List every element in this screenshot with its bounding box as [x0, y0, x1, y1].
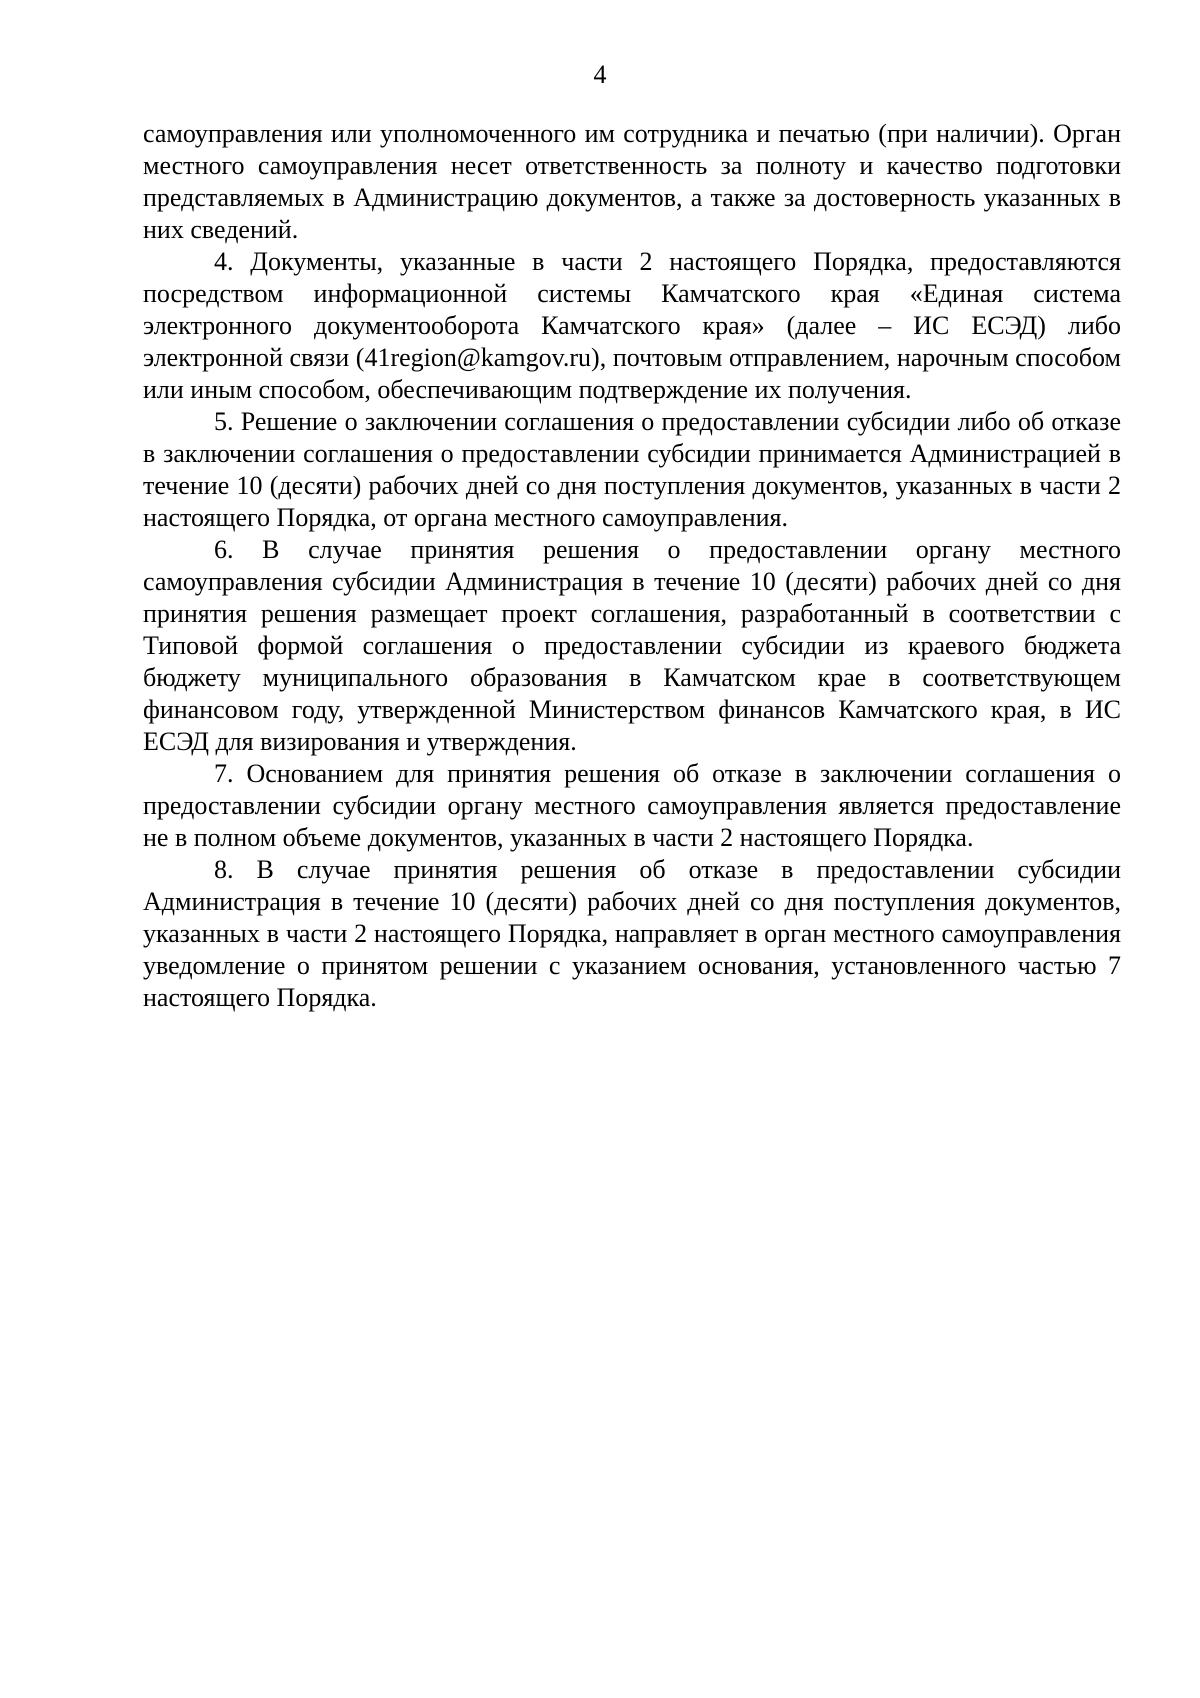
page-number: 4 [593, 60, 607, 89]
paragraph-item-8: 8. В случае принятия решения об отказе в предоставлении субсидии Администрация в течение 10 (десяти) рабочих дней со дня поступления документов, указанных в части 2 настоящего Порядка, направляет в орган местного самоуправления уведомление о принятом решении с указанием основания, установленного частью 7 настоящего Порядка. [143, 855, 1121, 1012]
paragraph-item-6: 6. В случае принятия решения о предоставлении органу местного самоуправления субсидии Администрация в течение 10 (десяти) рабочих дней со дня принятия решения размещает проект соглашения, разработанный в соответствии с Типовой формой соглашения о предоставлении субсидии из краевого бюджета бюджету муниципального образования в Камчатском крае в соответствующем финансовом году, утвержденной Министерством финансов Камчатского края, в ИС ЕСЭД для визирования и утверждения. [143, 535, 1121, 756]
document-body [143, 118, 1121, 1014]
paragraph-item-4: 4. Документы, указанные в части 2 настоящего Порядка, предоставляются посредством информационной системы Камчатского края «Единая система электронного документооборота Камчатского края» (далее – ИС ЕСЭД) либо электронной связи (41region@kamgov.ru), почтовым отправлением, нарочным способом или иным способом, обеспечивающим подтверждение их получения. [143, 247, 1121, 404]
paragraph-item-5: 5. Решение о заключении соглашения о предоставлении субсидии либо об отказе в заключении соглашения о предоставлении субсидии принимается Администрацией в течение 10 (десяти) рабочих дней со дня поступления документов, указанных в части 2 настоящего Порядка, от органа местного самоуправления. [143, 407, 1121, 532]
paragraph-item-7: 7. Основанием для принятия решения об отказе в заключении соглашения о предоставлении субсидии органу местного самоуправления является предоставление не в полном объеме документов, указанных в части 2 настоящего Порядка. [143, 759, 1121, 852]
paragraph-continuation: самоуправления или уполномоченного им сотрудника и печатью (при наличии). Орган местного самоуправления несет ответственность за полноту и качество подготовки представляемых в Администрацию документов, а также за достоверность указанных в них сведений. [143, 119, 1121, 244]
